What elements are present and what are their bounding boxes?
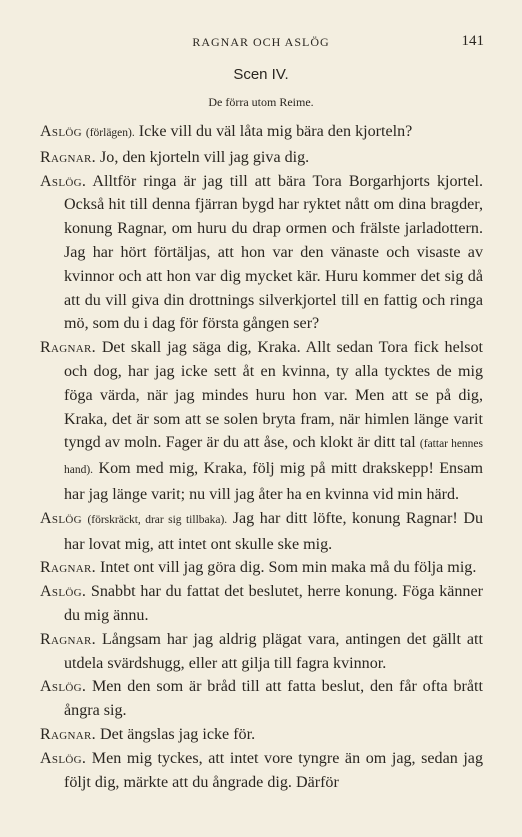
speaker-name: Aslög. bbox=[40, 678, 87, 696]
speech bbox=[40, 120, 483, 146]
speech-text: Det skall jag säga dig, Kraka. Allt sedan Tora fick helsot och dog, har jag icke sett åt en kvinna, ty alla tycktes de mig föga värda, när jag mindes huru hon var. Men att se på dig, Kraka, det är som att se solen bryta fram, när himlen länge varit tyngd av moln. Fager är du att åse, och klokt är ditt tal bbox=[64, 339, 483, 452]
speech-text: Alltför ringa är jag till att bära Tora Borgarhjorts kjortel. Också hit till denna fjärran bygd har ryktet nått om dina bragder, konung Ragnar, om huru du drap ormen och frälste jarladottern. Jag har hört förtäljas, att hon var den vänaste och visaste av kvinnor och att hon var dig mycket kär. Huru kommer det sig då att du vill giva din drottnings silverkjortel till en fattig och ringa mö, som du i dag för första gången ser? bbox=[64, 172, 484, 333]
speech-text: Långsam har jag aldrig plägat vara, antingen det gällt att utdela svärdshugg, eller att gilja till fagra kvinnor. bbox=[64, 630, 483, 672]
stage-direction: (fattar hennes hand). bbox=[64, 438, 484, 477]
speaker-name: Aslög. bbox=[40, 749, 87, 767]
speech bbox=[40, 628, 483, 676]
speech-text: Men mig tyckes, att intet vore tyngre än om jag, sedan jag följt dig, märkte att du ångrade dig. Därför bbox=[64, 749, 484, 791]
speech bbox=[40, 556, 483, 580]
page-header bbox=[0, 33, 522, 53]
page-number: 141 bbox=[461, 33, 484, 49]
stage-direction: (förlägen). bbox=[85, 127, 135, 139]
speaker-name: Ragnar. bbox=[40, 339, 96, 357]
speaker-name: Ragnar. bbox=[40, 630, 96, 648]
stage-direction: (förskräckt, drar sig tillbaka). bbox=[87, 513, 228, 526]
speaker-name: Aslög. bbox=[40, 583, 87, 601]
speech-text: Men den som är bråd till att fatta beslut, den får ofta brått ångra sig. bbox=[64, 678, 483, 720]
speaker-name: Aslög bbox=[40, 123, 82, 140]
speech-text: Intet ont vill jag göra dig. Som min maka må du följa mig. bbox=[100, 559, 477, 577]
speech bbox=[40, 146, 483, 170]
speaker-name: Ragnar. bbox=[40, 725, 96, 743]
speech-text: Icke vill du väl låta mig bära den kjorteln? bbox=[138, 123, 413, 140]
speech bbox=[40, 747, 483, 795]
running-title: RAGNAR OCH ASLÖG bbox=[192, 35, 330, 49]
scene-title: Scen IV. bbox=[233, 66, 289, 83]
scene-direction: De förra utom Reime. bbox=[208, 95, 314, 109]
speech bbox=[40, 507, 483, 557]
speech bbox=[40, 170, 483, 337]
speech-text: Jo, den kjorteln vill jag giva dig. bbox=[100, 148, 310, 166]
speech-text: Snabbt har du fattat det beslutet, herre konung. Föga känner du mig ännu. bbox=[64, 583, 483, 624]
speaker-name: Ragnar. bbox=[40, 148, 96, 166]
speech-text: Kom med mig, Kraka, följ mig på mitt drakskepp! Ensam har jag länge varit; nu vill jag åter ha en kvinna vid min härd. bbox=[64, 460, 483, 503]
speech bbox=[40, 336, 483, 507]
speaker-name: Ragnar. bbox=[40, 559, 96, 577]
dialogue-body bbox=[40, 120, 483, 794]
speech bbox=[40, 723, 483, 747]
speech bbox=[40, 580, 483, 628]
speaker-name: Aslög. bbox=[40, 172, 87, 190]
speech-text: Det ängslas jag icke för. bbox=[100, 725, 256, 743]
speech bbox=[40, 675, 483, 723]
speaker-name: Aslög bbox=[40, 509, 82, 527]
speech-text: Jag har ditt löfte, konung Ragnar! Du har lovat mig, att intet ont skulle ske mig. bbox=[64, 509, 483, 553]
